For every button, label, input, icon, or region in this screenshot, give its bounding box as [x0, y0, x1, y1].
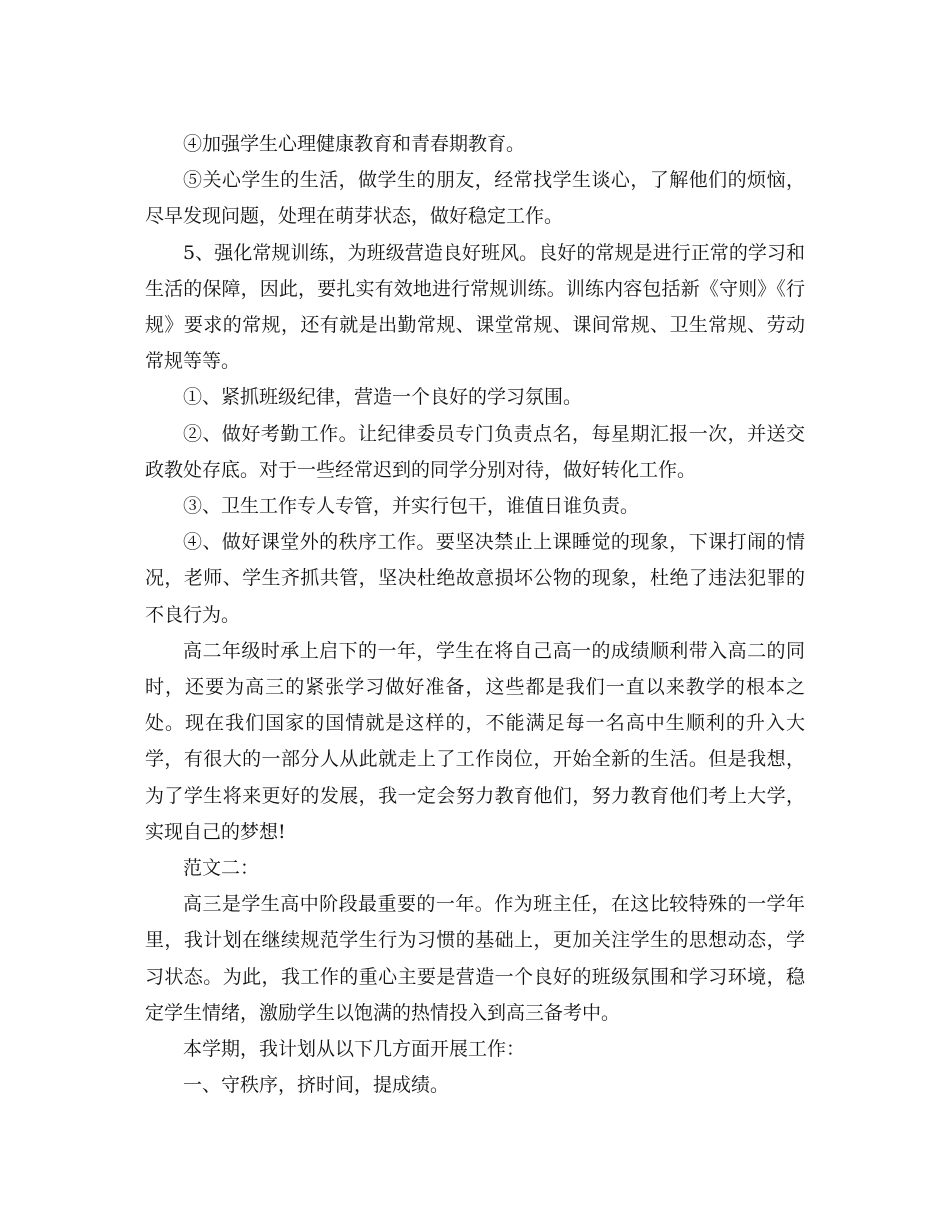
- paragraph: ④、做好课堂外的秩序工作。要坚决禁止上课睡觉的现象，下课打闹的情况，老师、学生齐抓共管，坚决杜绝故意损坏公物的现象，杜绝了违法犯罪的不良行为。: [145, 531, 805, 626]
- document-body: [145, 126, 805, 1103]
- paragraph: ④加强学生心理健康教育和青春期教育。: [183, 133, 526, 155]
- paragraph: 5、强化常规训练，为班级营造良好班风。良好的常规是进行正常的学习和生活的保障，因此，要扎实有效地进行常规训练。训练内容包括新《守则》《行规》要求的常规，还有就是出勤常规、课堂常规、课间常规、卫生常规、劳动常规等等。: [145, 241, 805, 373]
- paragraph: ⑤关心学生的生活，做学生的朋友，经常找学生谈心，了解他们的烦恼，尽早发现问题，处理在萌芽状态，做好稳定工作。: [145, 169, 805, 228]
- paragraph: 高三是学生高中阶段最重要的一年。作为班主任，在这比较特殊的一学年里，我计划在继续规范学生行为习惯的基础上，更加关注学生的思想动态，学习状态。为此，我工作的重心主要是营造一个良好的班级氛围和学习环境，稳定学生情绪，激励学生以饱满的热情投入到高三备考中。: [145, 893, 805, 1024]
- paragraph: 本学期，我计划从以下几方面开展工作：: [183, 1038, 526, 1061]
- paragraph: 一、守秩序，挤时间，提成绩。: [183, 1074, 450, 1097]
- paragraph: ③、卫生工作专人专管，并实行包干，谁值日谁负责。: [183, 495, 640, 518]
- paragraph: 高二年级时承上启下的一年，学生在将自己高一的成绩顺利带入高二的同时，还要为高三的紧张学习做好准备，这些都是我们一直以来教学的根本之处。现在我们国家的国情就是这样的，不能满足每一名高中生顺利的升入大学，有很大的一部分人从此就走上了工作岗位，开始全新的生活。但是我想，为了学生将来更好的发展，我一定会努力教育他们，努力教育他们考上大学，实现自己的梦想!: [145, 639, 805, 843]
- paragraph: ②、做好考勤工作。让纪律委员专门负责点名，每星期汇报一次，并送交政教处存底。对于一些经常迟到的同学分别对待，做好转化工作。: [145, 422, 805, 481]
- section-heading: 范文二：: [183, 857, 260, 880]
- paragraph: ①、紧抓班级纪律，营造一个良好的学习氛围。: [183, 386, 583, 409]
